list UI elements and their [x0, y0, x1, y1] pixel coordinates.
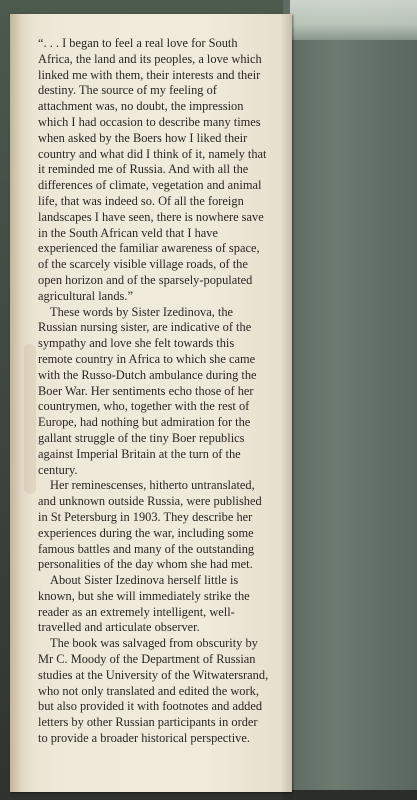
cover-bottom-band — [283, 790, 417, 800]
blurb-quote-paragraph: “. . . I began to feel a real love for South Africa, the land and its peoples, a love which linked me with them, their interests and their destiny. The source of my feeling of attachment was, no doubt, the impression which I had occasion to describe many times when asked by the Boers how I liked their country and what did I think of it, namely that it reminded me of Russia. And with all the differences of climate, vegetation and animal life, that was indeed so. Of all the foreign landscapes I have seen, there is nowhere save in the South African veld that I have experienced the familiar awareness of space, of the scarcely visible village roads, of the open horizon and of the sparsely-populated agricultural lands.” — [38, 36, 267, 303]
blurb-paragraph-editor: The book was salvaged from obscurity by Mr C. Moody of the Department of Russian studies at the University of the Witwatersrand, who not only translated and edited the work, but also provided it with footnotes and added letters by other Russian participants in order to provide a broader historical perspective. — [38, 636, 269, 746]
blurb-text — [38, 36, 270, 747]
blurb-paragraph-reminiscences: Her reminescenses, hitherto untranslated, and unknown outside Russia, were published in St Petersburg in 1903. They describe her experiences during the war, including some famous battles and many of the outstanding personalities of the day whom she had met. — [38, 478, 262, 572]
cover-top-band — [290, 0, 417, 40]
paper-stain — [24, 344, 36, 494]
blurb-paragraph-about: About Sister Izedinova herself little is known, but she will immediately strike the reader as an extremely intelligent, well-travelled and articulate observer. — [38, 573, 250, 635]
blurb-paragraph-intro: These words by Sister Izedinova, the Russian nursing sister, are indicative of the sympathy and love she felt towards this remote country in Africa to which she came with the Russo-Dutch ambulance during the Boer War. Her sentiments echo those of her countrymen, who, together with the rest of Europe, had nothing but admiration for the gallant struggle of the tiny Boer republics against Imperial Britain at the turn of the century. — [38, 304, 257, 477]
book-cover-strip — [283, 0, 417, 800]
